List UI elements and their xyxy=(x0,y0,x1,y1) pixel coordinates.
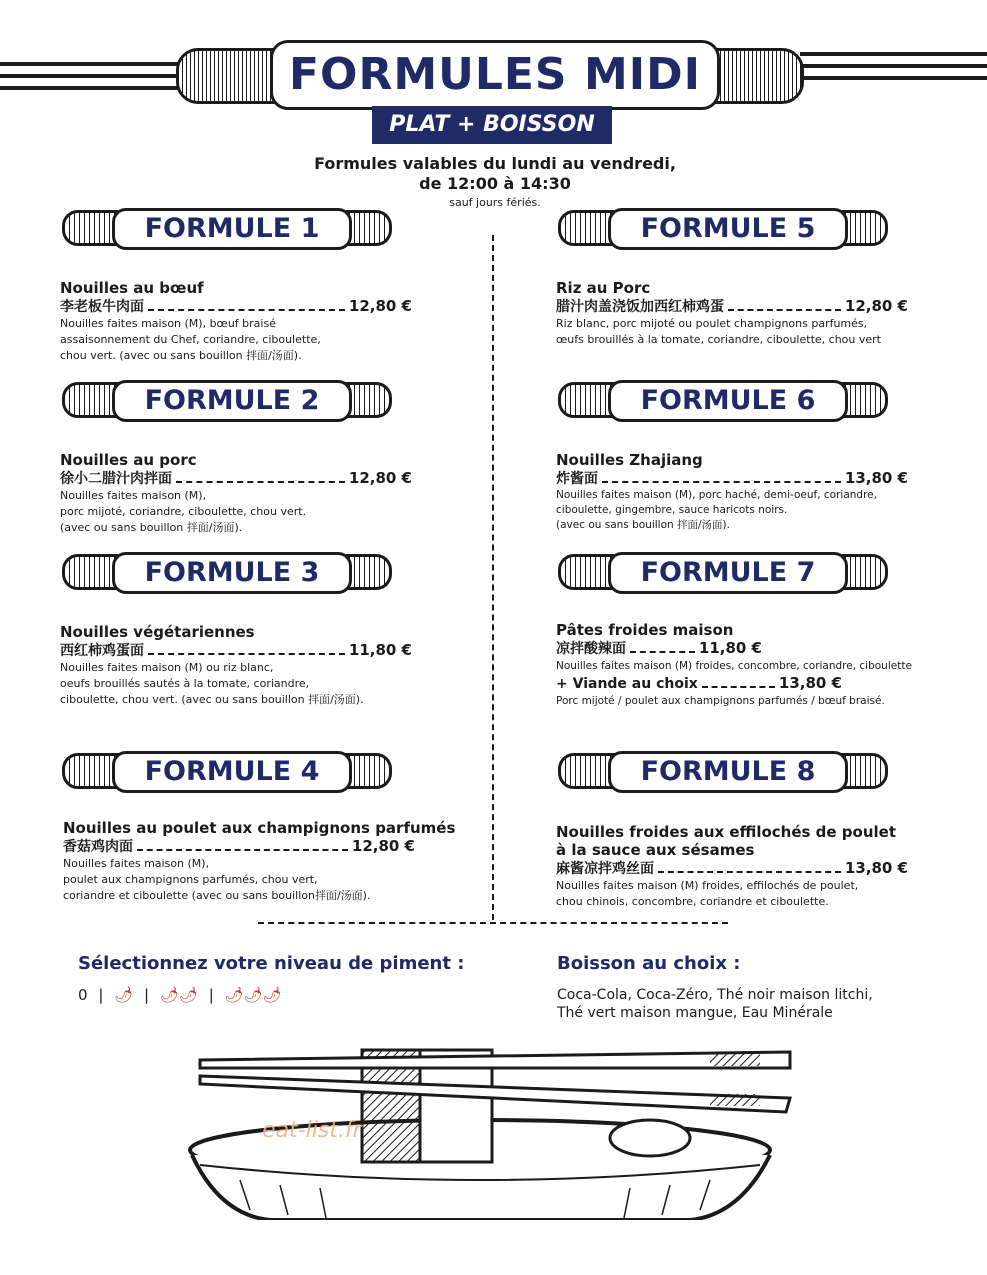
formula-label: FORMULE 8 xyxy=(608,751,848,793)
item-name: Nouilles au bœuf xyxy=(60,279,204,297)
item-description: Nouilles faites maison (M), porc haché, demi-oeuf, coriandre, ciboulette, gingembre, sauce haricots noirs. (avec ou sans bouillon 拌面/汤面). xyxy=(556,489,877,531)
item-price: 11,80 € xyxy=(698,639,762,657)
menu-item-2 xyxy=(60,451,412,536)
item-name: Nouilles froides aux effilochés de poulet xyxy=(556,823,896,841)
validity-note: sauf jours fériés. xyxy=(449,196,541,209)
spice-levels: 0 | 🌶 | 🌶🌶 | 🌶🌶🌶 xyxy=(78,986,282,1004)
formula-label: FORMULE 3 xyxy=(112,552,352,594)
formula-banner-4 xyxy=(62,751,392,793)
item-name: Nouilles Zhajiang xyxy=(556,451,703,469)
formula-label: FORMULE 1 xyxy=(112,208,352,250)
header-roll-right xyxy=(714,48,804,104)
page-subtitle: PLAT + BOISSON xyxy=(372,106,612,144)
item-name: Pâtes froides maison xyxy=(556,621,734,639)
extra-option-description: Porc mijoté / poulet aux champignons parfumés / bœuf braisé. xyxy=(556,695,885,707)
page-title: FORMULES MIDI xyxy=(270,40,720,110)
item-chinese-name: 炸酱面 xyxy=(556,471,598,487)
item-price: 13,80 € xyxy=(844,859,908,877)
item-price: 12,80 € xyxy=(844,297,908,315)
formula-label: FORMULE 2 xyxy=(112,380,352,422)
item-chinese-name: 李老板牛肉面 xyxy=(60,299,144,315)
item-name: Nouilles au poulet aux champignons parfumés xyxy=(63,819,456,837)
formula-banner-5 xyxy=(558,208,888,250)
item-chinese-name: 腊汁肉盖浇饭加西红柿鸡蛋 xyxy=(556,299,724,315)
spice-section-title: Sélectionnez votre niveau de piment : xyxy=(78,953,465,974)
item-chinese-name: 徐小二腊汁肉拌面 xyxy=(60,471,172,487)
spice-level-3[interactable]: 🌶🌶🌶 xyxy=(224,986,282,1004)
spice-level-1[interactable]: 🌶 xyxy=(114,986,134,1004)
item-name-line2: à la sauce aux sésames xyxy=(556,841,755,859)
drinks-list: Coca-Cola, Coca-Zéro, Thé noir maison litchi, Thé vert maison mangue, Eau Minérale xyxy=(557,987,873,1021)
drinks-section-title: Boisson au choix : xyxy=(557,953,741,974)
formula-label: FORMULE 4 xyxy=(112,751,352,793)
formula-banner-6 xyxy=(558,380,888,422)
extra-option-name: + Viande au choix xyxy=(556,676,698,692)
formula-banner-8 xyxy=(558,751,888,793)
menu-item-7 xyxy=(556,621,956,709)
menu-item-8 xyxy=(556,823,936,910)
item-name: Nouilles végétariennes xyxy=(60,623,255,641)
header-line-left-2 xyxy=(0,74,180,78)
item-description: Nouilles faites maison (M) froides, concombre, coriandre, ciboulette xyxy=(556,660,912,672)
item-price: 12,80 € xyxy=(348,469,412,487)
watermark: eat-list.fr xyxy=(262,1118,362,1143)
item-chinese-name: 西红柿鸡蛋面 xyxy=(60,643,144,659)
formula-banner-2 xyxy=(62,380,392,422)
item-price: 11,80 € xyxy=(348,641,412,659)
item-description: Nouilles faites maison (M), porc mijoté, coriandre, ciboulette, chou vert. (avec ou sans bouillon 拌面/汤面). xyxy=(60,489,307,534)
item-price: 12,80 € xyxy=(348,297,412,315)
formula-banner-3 xyxy=(62,552,392,594)
formula-label: FORMULE 6 xyxy=(608,380,848,422)
validity-hours: de 12:00 à 14:30 xyxy=(419,174,571,193)
menu-item-4 xyxy=(63,819,479,904)
section-divider xyxy=(258,922,728,924)
item-description: Nouilles faites maison (M) froides, effilochés de poulet, chou chinois, concombre, coriandre et ciboulette. xyxy=(556,879,859,908)
extra-option-price: 13,80 € xyxy=(778,674,842,692)
header-line-right-2 xyxy=(800,64,987,68)
menu-item-1 xyxy=(60,279,412,364)
formula-label: FORMULE 5 xyxy=(608,208,848,250)
header-line-left-3 xyxy=(0,86,180,90)
validity-days: Formules valables du lundi au vendredi, xyxy=(314,154,676,173)
header-line-left-1 xyxy=(0,62,180,66)
item-description: Nouilles faites maison (M), poulet aux champignons parfumés, chou vert, coriandre et ciboulette (avec ou sans bouillon拌面/汤面). xyxy=(63,857,371,902)
item-name: Riz au Porc xyxy=(556,279,651,297)
header-line-right-1 xyxy=(800,52,987,56)
item-price: 12,80 € xyxy=(351,837,415,855)
header-roll-left xyxy=(176,48,276,104)
menu-item-5 xyxy=(556,279,908,348)
formula-label: FORMULE 7 xyxy=(608,552,848,594)
item-price: 13,80 € xyxy=(844,469,908,487)
spice-level-0[interactable]: 0 xyxy=(78,986,88,1004)
header-line-right-3 xyxy=(800,76,987,80)
item-chinese-name: 香菇鸡肉面 xyxy=(63,839,133,855)
formula-banner-1 xyxy=(62,208,392,250)
menu-item-3 xyxy=(60,623,412,708)
menu-item-6 xyxy=(556,451,908,533)
spice-level-2[interactable]: 🌶🌶 xyxy=(159,986,198,1004)
item-description: Riz blanc, porc mijoté ou poulet champignons parfumés, œufs brouillés à la tomate, coriandre, ciboulette, chou vert xyxy=(556,317,881,346)
item-description: Nouilles faites maison (M), bœuf braisé assaisonnement du Chef, coriandre, ciboulette, chou vert. (avec ou sans bouillon 拌面/汤面). xyxy=(60,317,321,362)
formula-banner-7 xyxy=(558,552,888,594)
item-description: Nouilles faites maison (M) ou riz blanc, oeufs brouillés sautés à la tomate, coriandre, ciboulette, chou vert. (avec ou sans bouillon 拌面/汤面). xyxy=(60,661,364,706)
item-chinese-name: 麻酱凉拌鸡丝面 xyxy=(556,861,654,877)
item-chinese-name: 凉拌酸辣面 xyxy=(556,641,626,657)
item-name: Nouilles au porc xyxy=(60,451,197,469)
column-divider xyxy=(492,235,494,920)
